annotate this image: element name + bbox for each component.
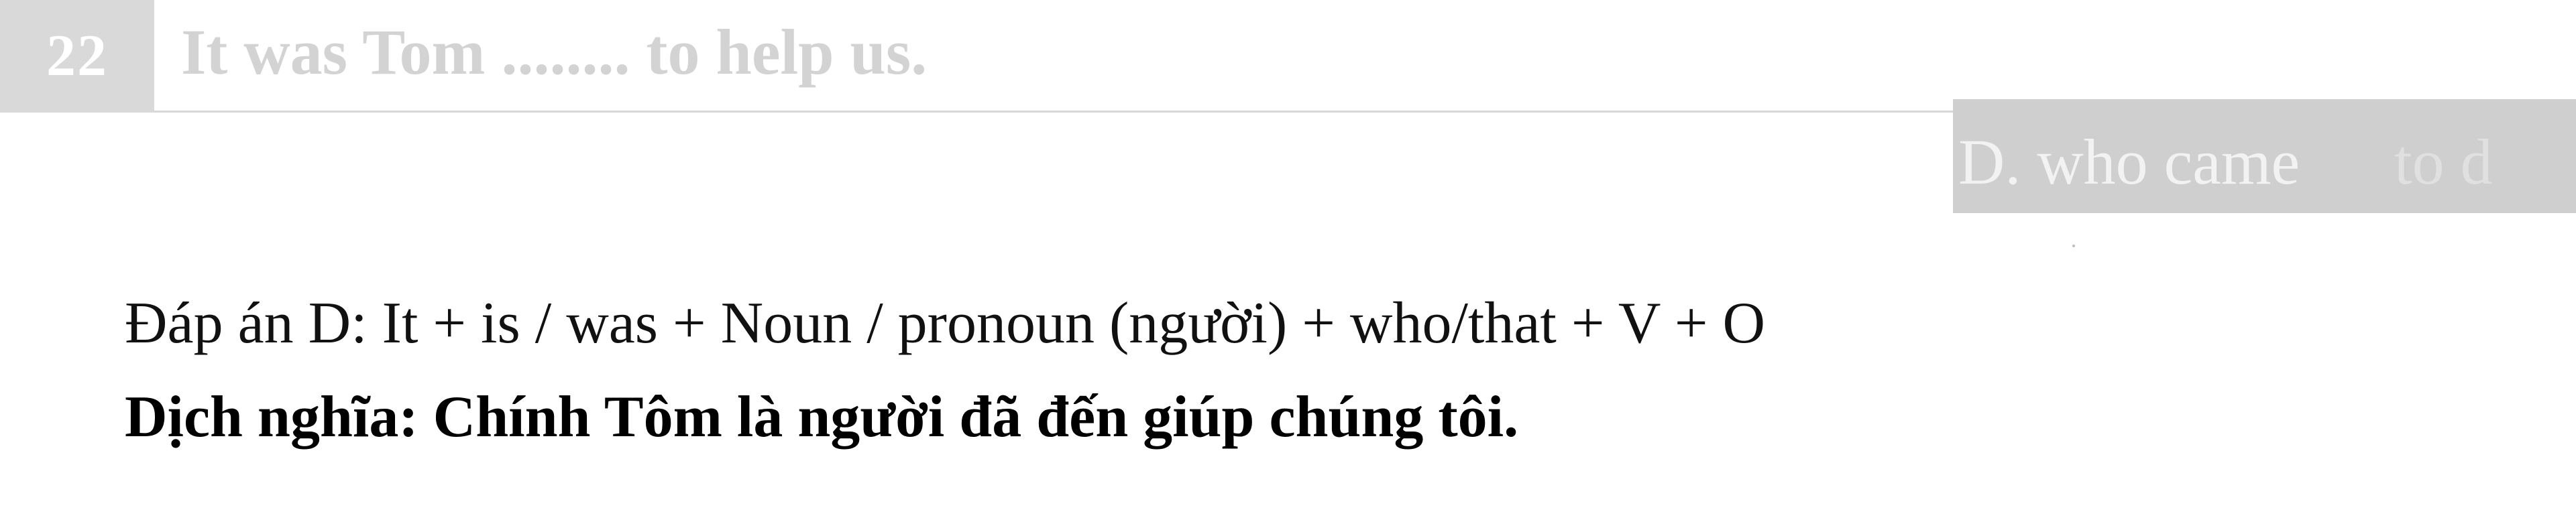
scan-speck <box>2072 245 2075 247</box>
selected-answer-label: D. who came <box>1958 126 2300 198</box>
answer-rule-text: Đáp án D: It + is / was + Noun / pronoun (người) + who/that + V + O <box>125 291 1766 356</box>
question-text: It was Tom ........ to help us. <box>181 16 928 88</box>
selected-answer-tail: to d <box>2394 126 2493 198</box>
translation-text: Dịch nghĩa: Chính Tôm là người đã đến giúp chúng tôi. <box>125 385 1519 450</box>
question-number-badge: 22 <box>0 0 154 113</box>
